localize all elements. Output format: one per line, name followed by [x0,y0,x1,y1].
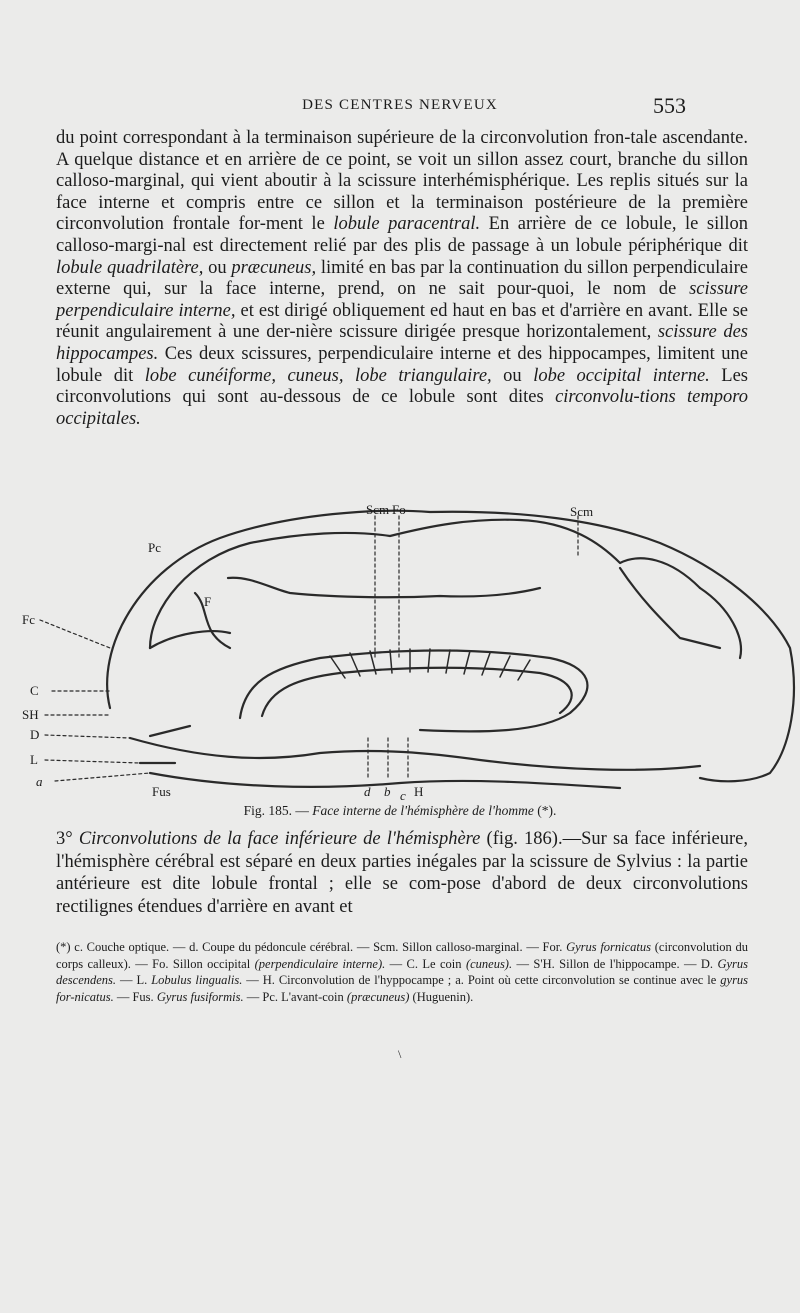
text-segment: Les circonvolutions qui sont au-dessous de ce lobule sont dites [56,365,749,408]
label-pc: Pc [148,540,161,555]
label-fc: Fc [22,612,35,627]
text-segment: ou [203,257,227,278]
footnote-term: gyrus for-nicatus. [56,973,749,1004]
section-paragraph [56,828,748,918]
label-scm-right: Scm [570,504,594,519]
page-number: 553 [653,93,686,118]
leader-lines [40,516,578,781]
running-header: DES CENTRES NERVEUX [302,97,498,113]
convolution-line [195,593,230,648]
label-fo: Fo [392,502,406,517]
text-segment: du point correspondant à la terminaison supérieure de la circonvolution fron-tale ascendante. A quelque distance et en arrière de ce point, se voit un sillon assez court, branche du sillon calloso-marginal, qui vient aboutir à la scissure interhémisphérique. Les replis situés sur la face interne et compris entre ce sillon et la terminaison postérieure de la première circonvolution frontale for-ment le [56,128,748,235]
footnote-term: Lobulus lingualis. [151,973,243,987]
label-h-lower: H [414,784,424,799]
main-paragraph [56,128,748,430]
footnote-text: — L. [116,973,148,987]
convolution-line [228,578,540,597]
text-segment: et est dirigé obliquement ed haut en bas et d'arrière en avant. Elle se réunit angulairement à une der-nière scissure dirigée presque horizontalement, [56,300,748,343]
label-sh: SH [22,707,39,722]
term-lobule-quadrilatere: lobule quadrilatère, [56,257,204,278]
text-segment: ou [491,365,522,386]
hemisphere-outline [107,511,794,782]
upper-convolution [150,520,700,648]
footnote-term: (præcuneus) [346,989,410,1004]
text-segment: En arrière de ce lobule, le sillon calloso-margi-nal est directement relié par des plis de passage à un lobule périphérique dit [56,214,749,256]
label-a: a [36,774,43,789]
lower-convolution [130,738,700,770]
label-scm-left: Scm [366,502,390,517]
footnote-text: (circonvolution du corps calleux). — Fo. Sillon occipital [56,940,749,971]
label-f: F [204,594,212,609]
label-c: C [30,683,39,698]
term-scissure-hippocampes: scissure des hippocampes. [56,322,748,364]
caption-prefix: Fig. 185. — [243,803,313,818]
footnote-term: Gyrus fornicatus [566,940,652,954]
footnote-term: Gyrus descendens. [56,956,749,987]
label-fus: Fus [152,784,171,799]
footnote [56,939,748,1005]
footnote-text: — S'H. Sillon de l'hippocampe. — D. [512,956,714,971]
term-circonvolutions-temporo: circonvolu-tions temporo occipitales. [56,387,748,429]
section-number: 3° [56,829,79,849]
footnote-text: (Huguenin). [409,989,474,1004]
convolution-line [620,568,720,648]
caption-suffix: (*). [533,803,557,818]
term-praecuneus: præcuneus, [231,257,317,278]
convolution-line [150,726,190,736]
label-d: D [30,727,40,742]
label-b-lower: b [384,784,391,799]
footnote-text: — C. Le coin [385,956,462,971]
caption-title: Face interne de l'hémisphère de l'homme [312,803,534,818]
footnote-term: (cuneus). [465,956,513,971]
footnote-term: Gyrus fusiformis. [156,989,244,1004]
term-lobule-paracentral: lobule paracentral. [333,214,481,235]
label-d-lower: d [364,784,371,799]
footnote-text: — Fus. [113,989,154,1004]
term-lobe-cuneiforme: lobe cunéiforme, cuneus, lobe triangulaire, [144,365,492,386]
section-body: (fig. 186).—Sur sa face inférieure, l'hémisphère cérébral est séparé en deux parties inégales par la scissure de Sylvius : la partie antérieure est dite lobule frontal ; elle se com-pose d'abord de deux circonvolutions rectilignes étendues d'arrière en avant et [56,829,748,917]
section-title: Circonvolutions de la face inférieure de l'hémisphère [78,829,481,849]
brain-illustration [0,498,800,798]
brain-figure [0,498,800,803]
corpus-callosum-inner [262,668,572,716]
text-segment: Ces deux scissures, perpendiculaire interne et des hippocampes, limitent une lobule dit [56,343,748,386]
label-c-lower: c [400,788,406,803]
text-segment: limité en bas par la continuation du sillon perpendiculaire externe qui, sur la face interne, prend, on ne sait pour-quoi, le nom de [56,257,748,300]
footnote-text: (*) c. Couche optique. — d. Coupe du pédoncule cérébral. — Scm. Sillon calloso-marginal. — For. [56,940,563,954]
term-lobe-occipital: lobe occipital interne. [533,365,710,386]
footnote-text: — H. Circonvolution de l'hyppocampe ; a. Point où cette circonvolution se continue avec le [242,973,717,987]
corpus-callosum [240,651,587,732]
label-l: L [30,752,38,767]
stray-mark: \ [398,1047,402,1061]
footnote-term: (perpendiculaire interne). [254,956,386,971]
footnote-text: — Pc. L'avant-coin [243,989,344,1004]
term-scissure-perpendiculaire: scissure perpendiculaire interne, [56,279,749,321]
figure-caption [0,803,800,819]
